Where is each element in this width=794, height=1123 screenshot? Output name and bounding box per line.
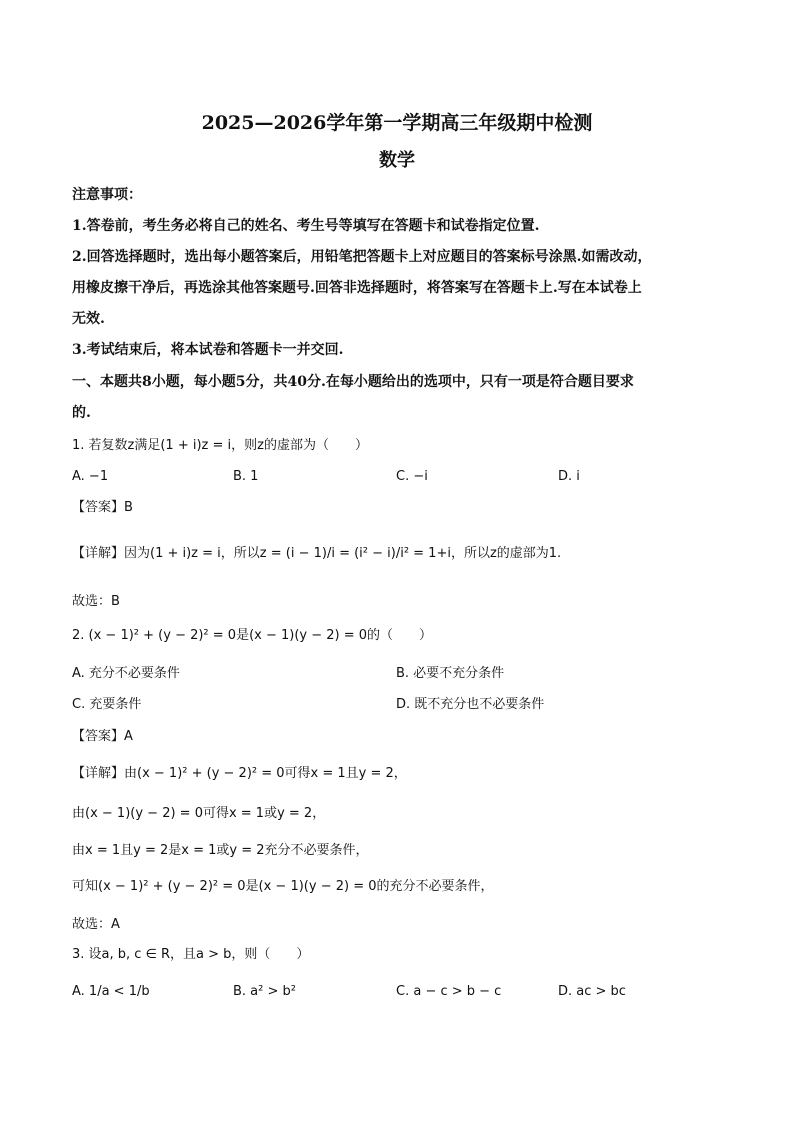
question-2-detail-3: 由x = 1且y = 2是x = 1或y = 2充分不必要条件， xyxy=(72,843,369,858)
question-1-option-d: D. i xyxy=(558,469,580,484)
notice-item-2-line-1: 2.回答选择题时，选出每小题答案后，用铅笔把答题卡上对应题目的答案标号涂黑.如需改动， xyxy=(72,249,652,265)
exam-title: 2025—2026学年第一学期高三年级期中检测 xyxy=(201,112,593,134)
question-1-option-c: C. −i xyxy=(396,469,428,484)
question-3-option-b: B. a² > b² xyxy=(233,984,296,999)
question-1-option-a: A. −1 xyxy=(72,469,109,484)
question-2-option-d: D. 既不充分也不必要条件 xyxy=(396,697,545,712)
question-1-stem: 1. 若复数z满足(1 + i)z = i，则z的虚部为（ ） xyxy=(72,438,368,453)
question-2-answer: 【答案】A xyxy=(72,729,133,744)
question-2-choose: 故选：A xyxy=(72,917,120,932)
notice-item-3: 3.考试结束后，将本试卷和答题卡一并交回. xyxy=(72,342,344,358)
question-1-choose: 故选：B xyxy=(72,594,120,609)
question-3-stem: 3. 设a, b, c ∈ R，且a > b，则（ ） xyxy=(72,947,310,962)
question-2-option-c: C. 充要条件 xyxy=(72,697,142,712)
question-2-detail-2: 由(x − 1)(y − 2) = 0可得x = 1或y = 2， xyxy=(72,806,326,821)
question-2-option-b: B. 必要不充分条件 xyxy=(396,666,505,681)
question-2-detail-4: 可知(x − 1)² + (y − 2)² = 0是(x − 1)(y − 2) = 0的充分不必要条件， xyxy=(72,879,494,894)
notice-item-1: 1.答卷前，考生务必将自己的姓名、考生号等填写在答题卡和试卷指定位置. xyxy=(72,218,540,234)
section-1-heading-line-2: 的. xyxy=(72,405,91,421)
question-3-option-a: A. 1/a < 1/b xyxy=(72,984,150,999)
question-3-option-c: C. a − c > b − c xyxy=(396,984,502,999)
notice-item-2-line-2: 用橡皮擦干净后，再选涂其他答案题号.回答非选择题时，将答案写在答题卡上.写在本试卷上 xyxy=(72,280,642,296)
question-2-option-a: A. 充分不必要条件 xyxy=(72,666,180,681)
question-3-option-d: D. ac > bc xyxy=(558,984,626,999)
notice-heading: 注意事项： xyxy=(72,187,142,203)
notice-item-2-line-3: 无效. xyxy=(72,311,105,327)
question-1-detail: 【详解】因为(1 + i)z = i，所以z = (i − 1)/i = (i² − i)/i² = 1+i，所以z的虚部为1. xyxy=(72,546,562,561)
subject-title: 数学 xyxy=(379,150,415,171)
question-2-stem: 2. (x − 1)² + (y − 2)² = 0是(x − 1)(y − 2) = 0的（ ） xyxy=(72,628,433,643)
section-1-heading-line-1: 一、本题共8小题，每小题5分，共40分.在每小题给出的选项中，只有一项是符合题目要求 xyxy=(72,374,634,390)
question-2-detail-1: 【详解】由(x − 1)² + (y − 2)² = 0可得x = 1且y = 2， xyxy=(72,766,407,781)
question-1-answer: 【答案】B xyxy=(72,500,133,515)
question-1-option-b: B. 1 xyxy=(233,469,259,484)
